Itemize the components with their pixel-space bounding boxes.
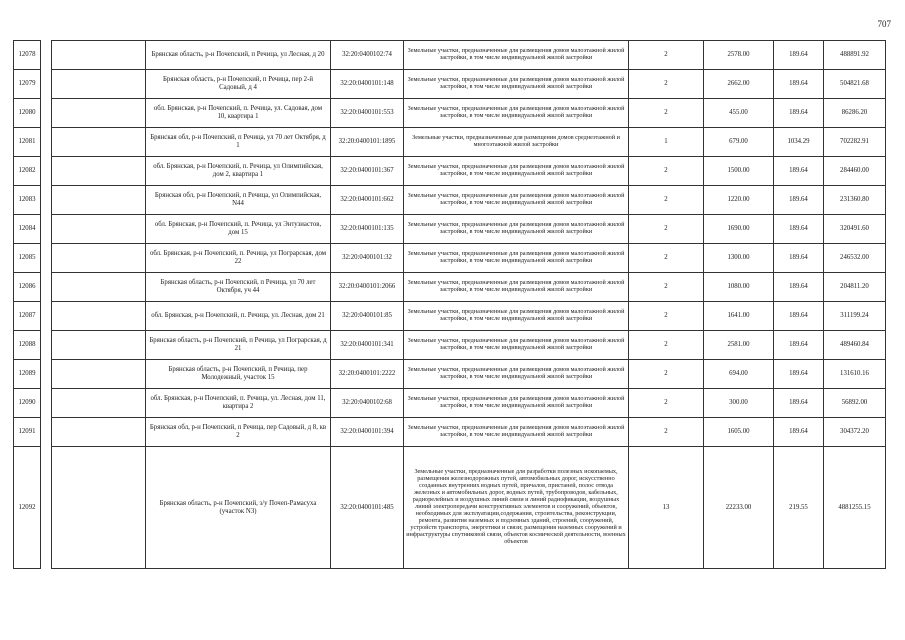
table-row — [14, 215, 886, 244]
specific-value-cell: 189.64 — [774, 157, 824, 186]
row-id-cell: 12091 — [14, 418, 41, 447]
blank-cell — [52, 273, 146, 302]
cadastral-value-cell: 231360.80 — [824, 186, 886, 215]
land-purpose-cell: Земельные участки, предназначенные для размещения домов малоэтажной жилой застройки, в том числе индивидуальной жилой застройки — [404, 70, 629, 99]
group-cell: 2 — [629, 360, 704, 389]
row-id-cell: 12081 — [14, 128, 41, 157]
cadastral-number-cell: 32:20:0400101:553 — [331, 99, 404, 128]
address-cell: обл. Брянская, р-н Почепский, п. Речица, ул. Лесная, дом 21 — [146, 302, 331, 331]
spacer-cell — [41, 302, 52, 331]
cadastral-number-cell: 32:20:0400102:74 — [331, 41, 404, 70]
cadastral-number-cell: 32:20:0400101:485 — [331, 447, 404, 569]
cadastral-number-cell: 32:20:0400101:135 — [331, 215, 404, 244]
table-row — [14, 273, 886, 302]
specific-value-cell: 189.64 — [774, 418, 824, 447]
area-cell: 2578.00 — [704, 41, 774, 70]
spacer-cell — [41, 418, 52, 447]
cadastral-value-cell: 4881255.15 — [824, 447, 886, 569]
row-id-cell: 12080 — [14, 99, 41, 128]
spacer-cell — [41, 186, 52, 215]
spacer-cell — [41, 331, 52, 360]
blank-cell — [52, 244, 146, 273]
land-purpose-cell: Земельные участки, предназначенные для размещения домов среднеэтажной и многоэтажной жилой застройки — [404, 128, 629, 157]
address-cell: Брянская обл, р-н Почепский, п Речица, пер Садовый, д 8, кв 2 — [146, 418, 331, 447]
group-cell: 2 — [629, 157, 704, 186]
table-row — [14, 418, 886, 447]
area-cell: 22233.00 — [704, 447, 774, 569]
table-row — [14, 157, 886, 186]
specific-value-cell: 189.64 — [774, 389, 824, 418]
cadastral-value-cell: 320491.60 — [824, 215, 886, 244]
spacer-cell — [41, 215, 52, 244]
cadastral-number-cell: 32:20:0400101:662 — [331, 186, 404, 215]
table-row — [14, 360, 886, 389]
blank-cell — [52, 215, 146, 244]
land-purpose-cell: Земельные участки, предназначенные для размещения домов малоэтажной жилой застройки, в том числе индивидуальной жилой застройки — [404, 389, 629, 418]
table-row — [14, 331, 886, 360]
specific-value-cell: 189.64 — [774, 360, 824, 389]
cadastral-number-cell: 32:20:0400101:32 — [331, 244, 404, 273]
blank-cell — [52, 157, 146, 186]
specific-value-cell: 1034.29 — [774, 128, 824, 157]
row-id-cell: 12083 — [14, 186, 41, 215]
row-id-cell: 12086 — [14, 273, 41, 302]
cadastral-number-cell: 32:20:0400101:148 — [331, 70, 404, 99]
spacer-cell — [41, 447, 52, 569]
area-cell: 1641.00 — [704, 302, 774, 331]
cadastral-value-cell: 488891.92 — [824, 41, 886, 70]
cadastral-number-cell: 32:20:0400101:2066 — [331, 273, 404, 302]
group-cell: 2 — [629, 389, 704, 418]
land-purpose-cell: Земельные участки, предназначенные для разработки полезных ископаемых, размещения железнодорожных путей, автомобильных дорог, искусственно созданных внутренних водных путей, причалов, пристаней, полос отвода железных и автомобильных дорог, водных путей, трубопроводов, кабельных, радиорелейных и воздушных линий связи и линий радиофикации, воздушных линий электропередачи конструктивных элементов и сооружений, объектов, необходимых для эксплуатации,содержания, строительства, реконструкции, ремонта, развития наземных и подземных зданий, строений, сооружений, устройств транспорта, энергетики и связи; размещения наземных сооружений и инфраструктуры спутниковой связи, объектов космической деятельности, военных объектов — [404, 447, 629, 569]
area-cell: 455.00 — [704, 99, 774, 128]
address-cell: обл. Брянская, р-н Почепский, п. Речица, ул Энтузиастов, дом 15 — [146, 215, 331, 244]
area-cell: 1300.00 — [704, 244, 774, 273]
blank-cell — [52, 360, 146, 389]
land-purpose-cell: Земельные участки, предназначенные для размещения домов малоэтажной жилой застройки, в том числе индивидуальной жилой застройки — [404, 157, 629, 186]
area-cell: 2662.00 — [704, 70, 774, 99]
group-cell: 2 — [629, 215, 704, 244]
cadastral-value-cell: 489460.84 — [824, 331, 886, 360]
spacer-cell — [41, 389, 52, 418]
spacer-cell — [41, 70, 52, 99]
cadastral-value-cell: 504821.68 — [824, 70, 886, 99]
address-cell: обл. Брянская, р-н Почепский, п. Речица, ул Олимпийская, дом 2, квартира 1 — [146, 157, 331, 186]
area-cell: 694.00 — [704, 360, 774, 389]
land-purpose-cell: Земельные участки, предназначенные для размещения домов малоэтажной жилой застройки, в том числе индивидуальной жилой застройки — [404, 244, 629, 273]
address-cell: Брянская обл, р-н Почепский, п Речица, ул Олимпийская, N44 — [146, 186, 331, 215]
land-purpose-cell: Земельные участки, предназначенные для размещения домов малоэтажной жилой застройки, в том числе индивидуальной жилой застройки — [404, 41, 629, 70]
address-cell: обл. Брянская, р-н Почепский, п. Речица, ул. Садовая, дом 10, квартира 1 — [146, 99, 331, 128]
cadastral-number-cell: 32:20:0400101:85 — [331, 302, 404, 331]
table-row — [14, 70, 886, 99]
spacer-cell — [41, 360, 52, 389]
cadastral-number-cell: 32:20:0400101:367 — [331, 157, 404, 186]
address-cell: Брянская обл, р-н Почепский, п Речица, ул 70 лет Октября, д 1 — [146, 128, 331, 157]
area-cell: 1500.00 — [704, 157, 774, 186]
blank-cell — [52, 70, 146, 99]
row-id-cell: 12084 — [14, 215, 41, 244]
group-cell: 2 — [629, 331, 704, 360]
table-row — [14, 389, 886, 418]
group-cell: 2 — [629, 244, 704, 273]
cadastral-value-cell: 56892.00 — [824, 389, 886, 418]
address-cell: обл. Брянская, р-н Почепский, п. Речица, ул. Лесная, дом 11, квартира 2 — [146, 389, 331, 418]
cadastral-value-table — [13, 40, 886, 569]
land-purpose-cell: Земельные участки, предназначенные для размещения домов малоэтажной жилой застройки, в том числе индивидуальной жилой застройки — [404, 418, 629, 447]
row-id-cell: 12085 — [14, 244, 41, 273]
group-cell: 2 — [629, 186, 704, 215]
page-number: 707 — [877, 19, 891, 29]
cadastral-value-cell: 311199.24 — [824, 302, 886, 331]
row-id-cell: 12089 — [14, 360, 41, 389]
row-id-cell: 12092 — [14, 447, 41, 569]
spacer-cell — [41, 244, 52, 273]
cadastral-value-cell: 702282.91 — [824, 128, 886, 157]
row-id-cell: 12078 — [14, 41, 41, 70]
address-cell: обл. Брянская, р-н Почепский, п. Речица, ул Пограрская, дом 22 — [146, 244, 331, 273]
address-cell: Брянская область, р-н Почепский, п Речица, пер 2-й Садовый, д 4 — [146, 70, 331, 99]
blank-cell — [52, 302, 146, 331]
group-cell: 2 — [629, 99, 704, 128]
specific-value-cell: 189.64 — [774, 331, 824, 360]
group-cell: 2 — [629, 41, 704, 70]
group-cell: 2 — [629, 70, 704, 99]
group-cell: 2 — [629, 418, 704, 447]
specific-value-cell: 189.64 — [774, 186, 824, 215]
table-row — [14, 186, 886, 215]
spacer-cell — [41, 273, 52, 302]
spacer-cell — [41, 128, 52, 157]
group-cell: 2 — [629, 302, 704, 331]
cadastral-value-cell: 204811.20 — [824, 273, 886, 302]
blank-cell — [52, 41, 146, 70]
land-purpose-cell: Земельные участки, предназначенные для размещения домов малоэтажной жилой застройки, в том числе индивидуальной жилой застройки — [404, 302, 629, 331]
specific-value-cell: 189.64 — [774, 99, 824, 128]
blank-cell — [52, 447, 146, 569]
blank-cell — [52, 418, 146, 447]
blank-cell — [52, 331, 146, 360]
blank-cell — [52, 99, 146, 128]
table-row — [14, 447, 886, 569]
address-cell: Брянская область, р-н Почепский, п Речица, ул 70 лет Октября, уч 44 — [146, 273, 331, 302]
area-cell: 1605.00 — [704, 418, 774, 447]
specific-value-cell: 189.64 — [774, 244, 824, 273]
table-body — [14, 41, 886, 569]
cadastral-value-cell: 284460.00 — [824, 157, 886, 186]
cadastral-number-cell: 32:20:0400101:341 — [331, 331, 404, 360]
area-cell: 1080.00 — [704, 273, 774, 302]
area-cell: 679.00 — [704, 128, 774, 157]
specific-value-cell: 219.55 — [774, 447, 824, 569]
land-purpose-cell: Земельные участки, предназначенные для размещения домов малоэтажной жилой застройки, в том числе индивидуальной жилой застройки — [404, 273, 629, 302]
table-row — [14, 41, 886, 70]
spacer-cell — [41, 157, 52, 186]
address-cell: Брянская область, р-н Почепский, з/у Почеп-Рамасуха (участок N3) — [146, 447, 331, 569]
spacer-cell — [41, 41, 52, 70]
spacer-cell — [41, 99, 52, 128]
land-purpose-cell: Земельные участки, предназначенные для размещения домов малоэтажной жилой застройки, в том числе индивидуальной жилой застройки — [404, 186, 629, 215]
group-cell: 2 — [629, 273, 704, 302]
cadastral-value-cell: 131610.16 — [824, 360, 886, 389]
specific-value-cell: 189.64 — [774, 273, 824, 302]
blank-cell — [52, 128, 146, 157]
table-row — [14, 244, 886, 273]
specific-value-cell: 189.64 — [774, 302, 824, 331]
address-cell: Брянская область, р-н Почепский, п Речица, ул Лесная, д 20 — [146, 41, 331, 70]
table-row — [14, 302, 886, 331]
row-id-cell: 12079 — [14, 70, 41, 99]
address-cell: Брянская область, р-н Почепский, п Речица, пер Молодежный, участок 15 — [146, 360, 331, 389]
land-purpose-cell: Земельные участки, предназначенные для размещения домов малоэтажной жилой застройки, в том числе индивидуальной жилой застройки — [404, 331, 629, 360]
table-row — [14, 128, 886, 157]
row-id-cell: 12088 — [14, 331, 41, 360]
cadastral-number-cell: 32:20:0400102:68 — [331, 389, 404, 418]
cadastral-number-cell: 32:20:0400101:394 — [331, 418, 404, 447]
specific-value-cell: 189.64 — [774, 70, 824, 99]
row-id-cell: 12090 — [14, 389, 41, 418]
area-cell: 1690.00 — [704, 215, 774, 244]
area-cell: 300.00 — [704, 389, 774, 418]
cadastral-number-cell: 32:20:0400101:1895 — [331, 128, 404, 157]
cadastral-value-cell: 86286.20 — [824, 99, 886, 128]
land-purpose-cell: Земельные участки, предназначенные для размещения домов малоэтажной жилой застройки, в том числе индивидуальной жилой застройки — [404, 215, 629, 244]
specific-value-cell: 189.64 — [774, 215, 824, 244]
land-purpose-cell: Земельные участки, предназначенные для размещения домов малоэтажной жилой застройки, в том числе индивидуальной жилой застройки — [404, 99, 629, 128]
area-cell: 2581.00 — [704, 331, 774, 360]
area-cell: 1220.00 — [704, 186, 774, 215]
group-cell: 13 — [629, 447, 704, 569]
blank-cell — [52, 186, 146, 215]
land-purpose-cell: Земельные участки, предназначенные для размещения домов малоэтажной жилой застройки, в том числе индивидуальной жилой застройки — [404, 360, 629, 389]
specific-value-cell: 189.64 — [774, 41, 824, 70]
row-id-cell: 12082 — [14, 157, 41, 186]
address-cell: Брянская область, р-н Почепский, п Речица, ул Пограрская, д 21 — [146, 331, 331, 360]
cadastral-number-cell: 32:20:0400101:2222 — [331, 360, 404, 389]
cadastral-value-cell: 246532.00 — [824, 244, 886, 273]
group-cell: 1 — [629, 128, 704, 157]
blank-cell — [52, 389, 146, 418]
row-id-cell: 12087 — [14, 302, 41, 331]
table-row — [14, 99, 886, 128]
cadastral-value-cell: 304372.20 — [824, 418, 886, 447]
